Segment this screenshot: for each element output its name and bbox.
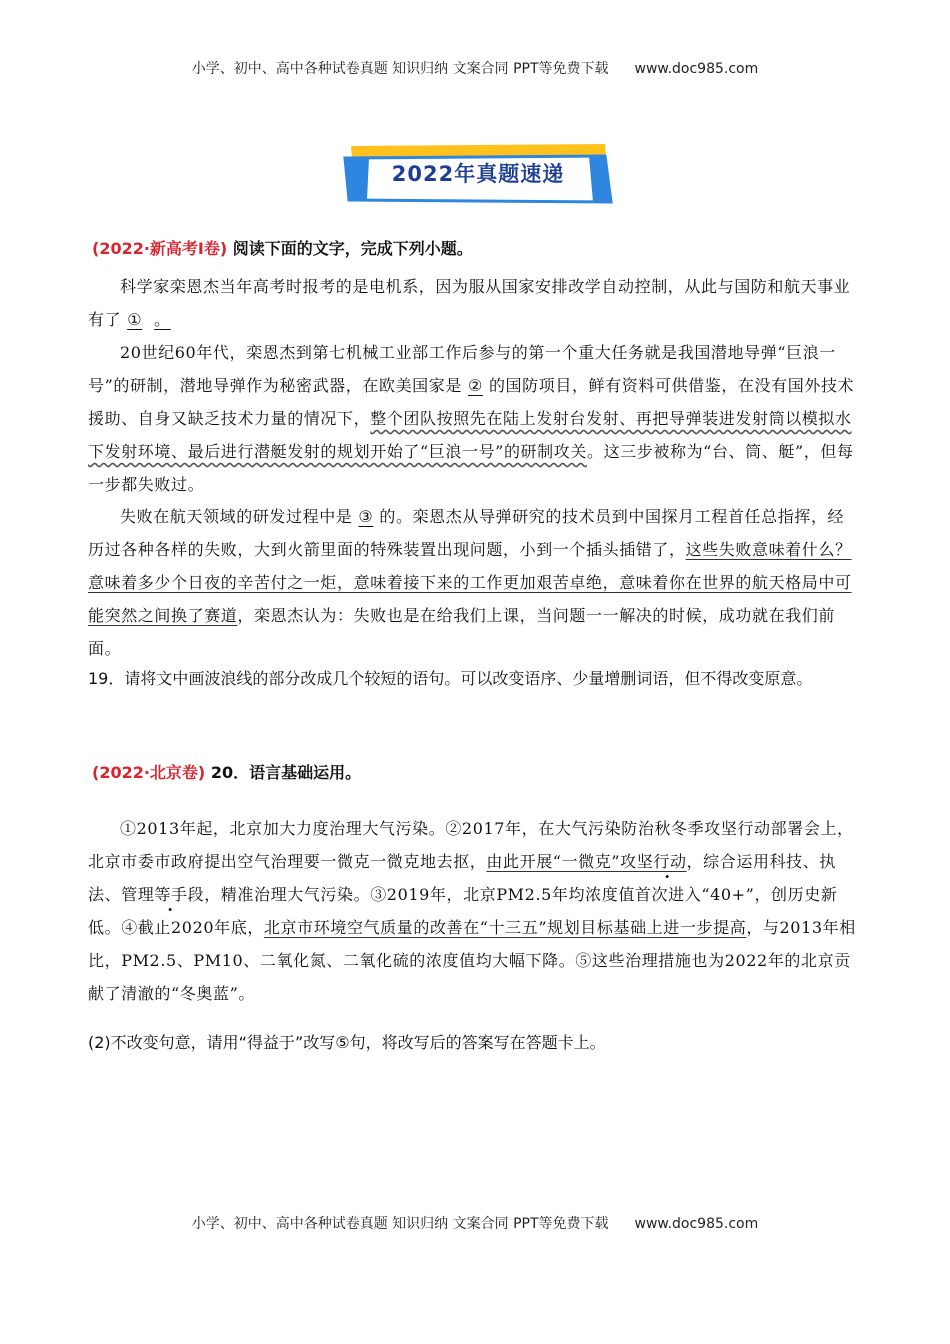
q2-source: (2022·北京卷)	[92, 763, 206, 782]
q1-paragraph-2	[88, 336, 858, 501]
q2-dotted-text-2: 截止	[137, 918, 172, 937]
banner-title: 2022年真题速递	[391, 162, 565, 186]
q2-heading	[92, 760, 361, 783]
q1-p1-end: 。	[154, 310, 171, 329]
q1-source: (2022·新高考Ⅰ卷)	[92, 239, 228, 258]
q2-instruction: 20．语言基础运用。	[210, 763, 362, 782]
q2-dotted-word-1	[635, 885, 668, 904]
footer-text: 小学、初中、高中各种试卷真题 知识归纳 文案合同 PPT等免费下载	[191, 1216, 609, 1232]
q2-text-e: ，与2013年相比，PM2.5、PM10、二氧化氮、二氧化硫的浓度值均大幅下降。⑤这些治理措施也为2022年的北京贡献了清澈的“冬奥蓝”。	[88, 918, 856, 1003]
header-url[interactable]: www.doc985.com	[634, 61, 759, 77]
footer-url[interactable]: www.doc985.com	[634, 1216, 759, 1232]
q1-wavy-sentence: 整个团队按照先在陆上发射台发射、再把导弹装进发射筒以模拟水下发射环境、最后进行潜艇发射的规划开始了“巨浪一号”的研制攻关	[88, 409, 852, 461]
header-text: 小学、初中、高中各种试卷真题 知识归纳 文案合同 PPT等免费下载	[191, 61, 609, 77]
q1-blank-2: ②	[467, 376, 483, 395]
q1-underlined-sentence: 这些失败意味着什么？意味着多少个日夜的辛苦付之一炬，意味着接下来的工作更加艰苦卓绝，意味着你在世界的航天格局中可能突然之间换了赛道	[88, 540, 852, 625]
q2-underline-2: 北京市环境空气质量的改善在“十三五”规划目标基础上进一步提高	[263, 918, 747, 937]
q1-p2-text-a: 20世纪60年代，栾恩杰到第七机械工业部工作后参与的第一个重大任务就是我国潜地导弹“巨浪一号”的研制，潜地导弹作为秘密武器，在欧美国家是	[88, 343, 836, 395]
q2-text-c: 进入“40+”，创历史新低。④	[88, 885, 838, 937]
q2-underline-1: 由此开展“一微克”攻坚行动	[486, 852, 687, 871]
q1-p1-text: 科学家栾恩杰当年高考时报考的是电机系，因为服从国家安排改学自动控制，从此与国防和航天事业有了	[88, 277, 851, 329]
page-header	[0, 58, 950, 78]
q2-text-a: ①2013年起，北京加大力度治理大气污染。②2017年，在大气污染防治秋冬季攻坚行动部署会上，北京市委市政府提出空气治理要一微克一微克地去抠，	[88, 819, 854, 871]
q2-text-b: ，综合运用科技、执法、管理等手段，精准治理大气污染。③2019年，北京PM2.5年均浓度值	[88, 852, 836, 904]
q2-dotted-word-2	[138, 918, 171, 937]
q2-question-2: (2)不改变句意，请用“得益于”改写⑤句，将改写后的答案写在答题卡上。	[88, 1033, 606, 1052]
q1-question-19: 19．请将文中画波浪线的部分改成几个较短的语句。可以改变语序、少量增删词语，但不得改变原意。	[88, 669, 813, 688]
q1-p3-text-c: ，栾恩杰认为：失败也是在给我们上课，当问题一一解决的时候，成功就在我们前面。	[88, 606, 836, 658]
q2-text-d: 2020年底，	[171, 918, 264, 937]
q2-dotted-text-1: 首次	[634, 885, 669, 904]
q1-blank-1: ①	[127, 310, 143, 329]
q1-blank-3: ③	[358, 507, 374, 526]
q1-p2-text-b: 的国防项目，鲜有资料可供借鉴，在没有国外技术援助、自身又缺乏技术力量的情况下，	[88, 376, 855, 428]
page-footer	[0, 1213, 950, 1233]
q1-heading	[92, 236, 473, 259]
q1-paragraph-3	[88, 500, 858, 665]
q2-paragraph	[88, 812, 858, 1010]
q1-instruction: 阅读下面的文字，完成下列小题。	[232, 239, 473, 258]
q1-p3-text-a: 失败在航天领域的研发过程中是	[120, 507, 353, 526]
q1-paragraph-1	[88, 270, 858, 336]
section-banner	[343, 142, 613, 204]
q1-p3-text-b: 的。栾恩杰从导弹研究的技术员到中国探月工程首任总指挥，经历过各种各样的失败，大到火箭里面的特殊装置出现问题，小到一个插头插错了，	[88, 507, 845, 559]
q1-p2-text-c: 。这三步被称为“台、筒、艇”，但每一步都失败过。	[88, 442, 854, 494]
